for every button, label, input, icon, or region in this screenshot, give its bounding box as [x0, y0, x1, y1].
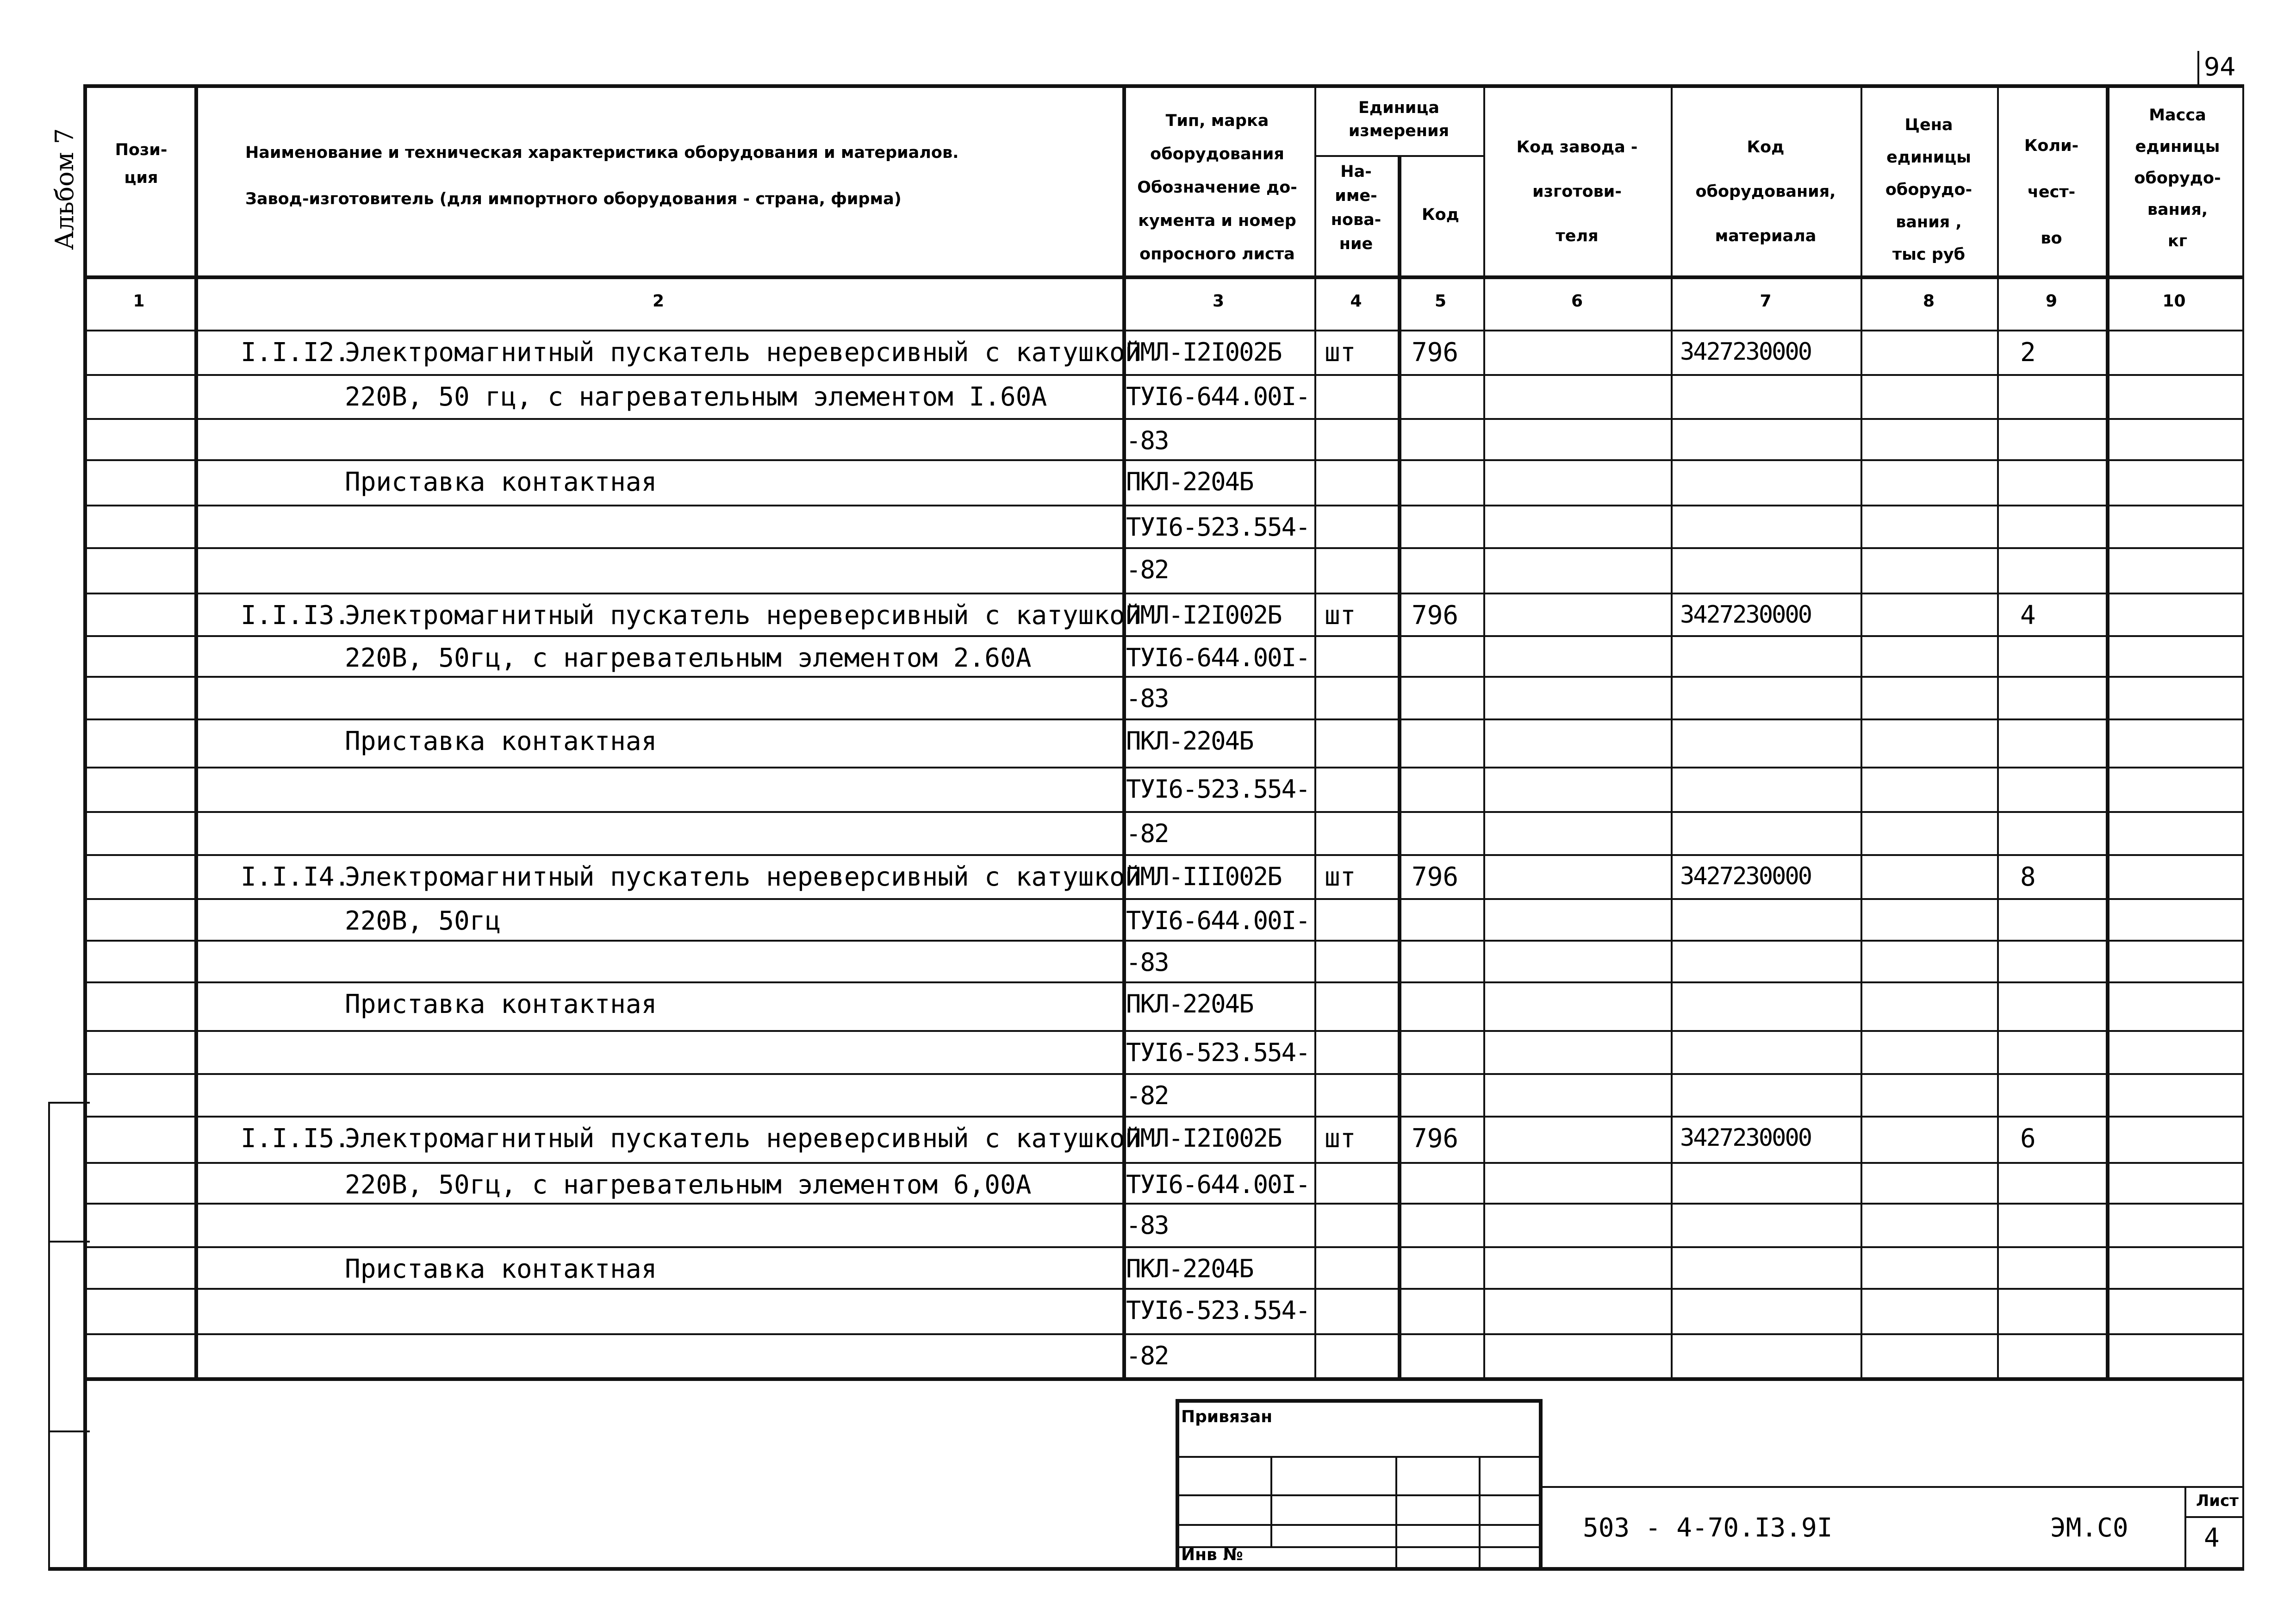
header-type-line2: оборудования [1150, 145, 1284, 163]
column-divider-4 [1398, 84, 1401, 1377]
header-name-line2: Завод-изготовитель (для импортного оборудования - страна, фирма) [245, 190, 902, 208]
row-item-name: Электромагнитный пускатель нереверсивный с катушкой [345, 862, 1141, 892]
row-item-name: 220В, 50гц, с нагревательным элементом 2.60А [345, 643, 1032, 673]
row-position: I.I.I5. [241, 1124, 350, 1154]
header-type [1122, 104, 1312, 271]
row-type-designation: ТУI6-644.00I- [1126, 1170, 1310, 1199]
header-mass-line2: единицы [2135, 137, 2220, 156]
column-divider-5 [1483, 84, 1485, 1377]
row-unit-name: шт [1325, 1124, 1356, 1154]
row-item-name: Электромагнитный пускатель нереверсивный с катушкой [345, 337, 1141, 368]
header-factory-code-line1: Код завода - [1516, 138, 1638, 156]
row-type-designation: -83 [1126, 948, 1169, 977]
row-type-designation: ТУI6-644.00I- [1126, 906, 1310, 935]
header-unit-title-line2: измерения [1348, 122, 1450, 140]
row-divider-6 [83, 593, 2242, 594]
row-type-designation: ТУI6-523.554- [1126, 775, 1310, 804]
row-type-designation: ПКЛ-2204Б [1126, 1254, 1253, 1283]
row-divider-4 [83, 505, 2242, 506]
sheet-box-mid-line [2184, 1516, 2242, 1518]
row-quantity: 8 [2020, 862, 2036, 892]
sheet-number: 4 [2204, 1523, 2220, 1553]
row-divider-19 [83, 1162, 2242, 1164]
row-divider-21 [83, 1246, 2242, 1248]
stamp-row-line-2 [1176, 1494, 1539, 1496]
header-equipment-code [1671, 125, 1860, 258]
header-unit-title-line1: Единица [1358, 99, 1439, 117]
header-factory-code-line2: изготови- [1532, 182, 1622, 201]
row-type-designation: ТУI6-644.00I- [1126, 382, 1310, 411]
header-position [88, 134, 194, 194]
column-divider-1 [194, 84, 198, 1377]
header-unit-name [1314, 160, 1398, 256]
header-unit-name-line2: име- [1335, 187, 1377, 205]
row-type-designation: ТУI6-644.00I- [1126, 643, 1310, 672]
header-equipment-code-line2: оборудования, [1695, 182, 1836, 201]
header-mass [2106, 100, 2249, 257]
row-item-name: Электромагнитный пускатель нереверсивный с катушкой [345, 1124, 1141, 1154]
row-item-name: Электромагнитный пускатель нереверсивный с катушкой [345, 600, 1141, 631]
row-type-designation: -83 [1126, 426, 1169, 455]
header-unit-code: Код [1422, 206, 1459, 224]
header-type-line3: Обозначение до- [1137, 178, 1297, 197]
row-divider-17 [83, 1073, 2242, 1075]
row-divider-24 [83, 1377, 2242, 1381]
row-type-designation: -82 [1126, 1081, 1169, 1110]
row-type-designation: -83 [1126, 684, 1169, 713]
row-divider-9 [83, 718, 2242, 720]
document-code: 503 - 4-70.I3.9I [1583, 1513, 1833, 1543]
row-item-name: 220В, 50 гц, с нагревательным элементом I.60А [345, 382, 1047, 412]
row-quantity: 2 [2020, 337, 2036, 368]
row-type-designation: ПКЛ-2204Б [1126, 989, 1253, 1018]
header-price-line3: оборудо- [1885, 181, 1972, 199]
header-quantity-line2: чест- [2027, 183, 2076, 201]
column-number-9: 9 [2045, 292, 2058, 311]
row-position: I.I.I3. [241, 600, 350, 631]
row-unit-name: шт [1325, 862, 1356, 892]
stamp-row-line-1 [1176, 1456, 1539, 1458]
column-number-10: 10 [2162, 292, 2186, 311]
table-right-border [2242, 84, 2244, 1567]
stamp-row-line-3 [1176, 1524, 1539, 1526]
row-item-name: Приставка контактная [345, 1254, 657, 1284]
row-unit-name: шт [1325, 600, 1356, 631]
section-code: ЭМ.С0 [2050, 1513, 2128, 1543]
header-factory-code-line3: теля [1556, 227, 1599, 245]
header-unit-name-line3: нова- [1331, 211, 1381, 229]
row-divider-15 [83, 981, 2242, 983]
row-item-name: 220В, 50гц [345, 906, 501, 936]
column-number-6: 6 [1571, 292, 1583, 311]
header-mass-line3: оборудо- [2134, 169, 2221, 187]
row-equipment-code: 3427230000 [1680, 601, 1811, 629]
row-unit-code: 796 [1412, 600, 1459, 631]
row-item-name: Приставка контактная [345, 989, 657, 1019]
header-position-line2: ция [124, 169, 158, 187]
row-unit-code: 796 [1412, 337, 1459, 368]
column-divider-9 [2106, 84, 2109, 1377]
stamp-right-line [1539, 1399, 1543, 1567]
row-equipment-code: 3427230000 [1680, 1124, 1811, 1152]
row-type-designation: ТУI6-523.554- [1126, 512, 1310, 542]
row-type-designation: ПКЛ-2204Б [1126, 467, 1253, 496]
header-price [1860, 109, 1997, 271]
header-name-line1: Наименование и техническая характеристика оборудования и материалов. [245, 144, 959, 162]
row-item-name: Приставка контактная [345, 467, 657, 497]
stamp-col-line-3 [1479, 1456, 1481, 1567]
row-type-designation: ПМЛ-I2I002Б [1126, 337, 1282, 367]
header-price-line4: вания , [1896, 213, 1962, 231]
binding-margin-line [48, 1102, 50, 1567]
row-type-designation: ПМЛ-I2I002Б [1126, 1124, 1282, 1153]
row-position: I.I.I2. [241, 337, 350, 368]
row-quantity: 6 [2020, 1124, 2036, 1154]
sheet-label: Лист [2196, 1492, 2239, 1510]
row-divider-13 [83, 898, 2242, 900]
header-bottom-border [83, 275, 2242, 279]
album-label: Альбом 7 [50, 128, 79, 250]
column-number-3: 3 [1212, 292, 1225, 311]
row-type-designation: -82 [1126, 819, 1169, 848]
row-type-designation: -82 [1126, 555, 1169, 584]
row-divider-10 [83, 767, 2242, 768]
table-top-border [83, 84, 2242, 88]
row-unit-name: шт [1325, 337, 1356, 368]
row-item-name: 220В, 50гц, с нагревательным элементом 6,00А [345, 1170, 1032, 1200]
row-equipment-code: 3427230000 [1680, 338, 1811, 366]
row-divider-8 [83, 676, 2242, 678]
row-divider-2 [83, 418, 2242, 420]
header-quantity [1997, 123, 2106, 262]
header-equipment-code-line1: Код [1747, 138, 1785, 156]
column-numbers-bottom-border [83, 330, 2242, 331]
row-item-name: Приставка контактная [345, 726, 657, 756]
row-type-designation: -82 [1126, 1341, 1169, 1370]
unit-subheader-line [1314, 155, 1483, 157]
column-number-8: 8 [1923, 292, 1935, 311]
column-number-5: 5 [1434, 292, 1447, 311]
header-type-line1: Тип, марка [1165, 112, 1269, 130]
row-type-designation: ПМЛ-I2I002Б [1126, 600, 1282, 630]
row-divider-5 [83, 547, 2242, 549]
stamp-inventory-label: Инв № [1181, 1545, 1243, 1564]
header-mass-line1: Масса [2149, 106, 2206, 125]
column-divider-2 [1122, 84, 1126, 1377]
row-type-designation: ТУI6-523.554- [1126, 1296, 1310, 1325]
header-mass-line4: вания, [2147, 200, 2208, 219]
row-equipment-code: 3427230000 [1680, 862, 1811, 890]
row-quantity: 4 [2020, 600, 2036, 631]
column-divider-8 [1997, 84, 1999, 1377]
row-type-designation: ПМЛ-III002Б [1126, 862, 1282, 891]
header-unit-name-line4: ние [1339, 235, 1373, 253]
row-divider-3 [83, 459, 2242, 461]
row-divider-1 [83, 374, 2242, 376]
stamp-left-line [1176, 1399, 1179, 1567]
page-number-mark [2197, 51, 2199, 88]
row-unit-code: 796 [1412, 862, 1459, 892]
row-type-designation: ТУI6-523.554- [1126, 1038, 1310, 1067]
row-type-designation: ПКЛ-2204Б [1126, 726, 1253, 756]
row-divider-16 [83, 1030, 2242, 1032]
row-position: I.I.I4. [241, 862, 350, 892]
header-price-line2: единицы [1886, 148, 1971, 167]
header-price-line5: тыс руб [1892, 245, 1966, 264]
page-number: 94 [2204, 52, 2236, 81]
column-divider-3 [1314, 84, 1316, 1377]
header-unit-title [1314, 93, 1483, 143]
stamp-col-line-1 [1270, 1456, 1272, 1546]
row-divider-11 [83, 811, 2242, 813]
row-divider-22 [83, 1288, 2242, 1290]
header-type-line5: опросного листа [1139, 245, 1295, 263]
header-name [194, 130, 1171, 222]
header-quantity-line1: Коли- [2024, 137, 2079, 155]
header-equipment-code-line3: материала [1715, 227, 1817, 245]
header-position-line1: Пози- [115, 141, 168, 159]
header-unit-name-line1: На- [1340, 162, 1372, 181]
row-divider-23 [83, 1333, 2242, 1335]
row-divider-7 [83, 635, 2242, 637]
column-number-7: 7 [1760, 292, 1772, 311]
header-factory-code [1483, 125, 1671, 258]
row-divider-20 [83, 1203, 2242, 1205]
title-block-top-line [1539, 1486, 2242, 1488]
header-quantity-line3: во [2041, 229, 2062, 248]
row-divider-18 [83, 1116, 2242, 1118]
row-type-designation: -83 [1126, 1211, 1169, 1240]
column-number-4: 4 [1350, 292, 1362, 311]
column-number-1: 1 [133, 292, 145, 311]
sheet-box-left-line [2184, 1486, 2186, 1567]
stamp-linked-label: Привязан [1181, 1407, 1273, 1426]
column-divider-6 [1671, 84, 1673, 1377]
column-number-2: 2 [652, 292, 665, 311]
row-divider-12 [83, 854, 2242, 856]
row-unit-code: 796 [1412, 1124, 1459, 1154]
header-type-line4: кумента и номер [1138, 212, 1296, 230]
stamp-col-line-2 [1395, 1456, 1397, 1567]
header-mass-line5: кг [2167, 232, 2188, 250]
column-divider-7 [1860, 84, 1862, 1377]
row-divider-14 [83, 940, 2242, 942]
page-bottom-border [48, 1567, 2244, 1571]
header-price-line1: Цена [1904, 116, 1953, 134]
stamp-top-line [1176, 1399, 1539, 1403]
